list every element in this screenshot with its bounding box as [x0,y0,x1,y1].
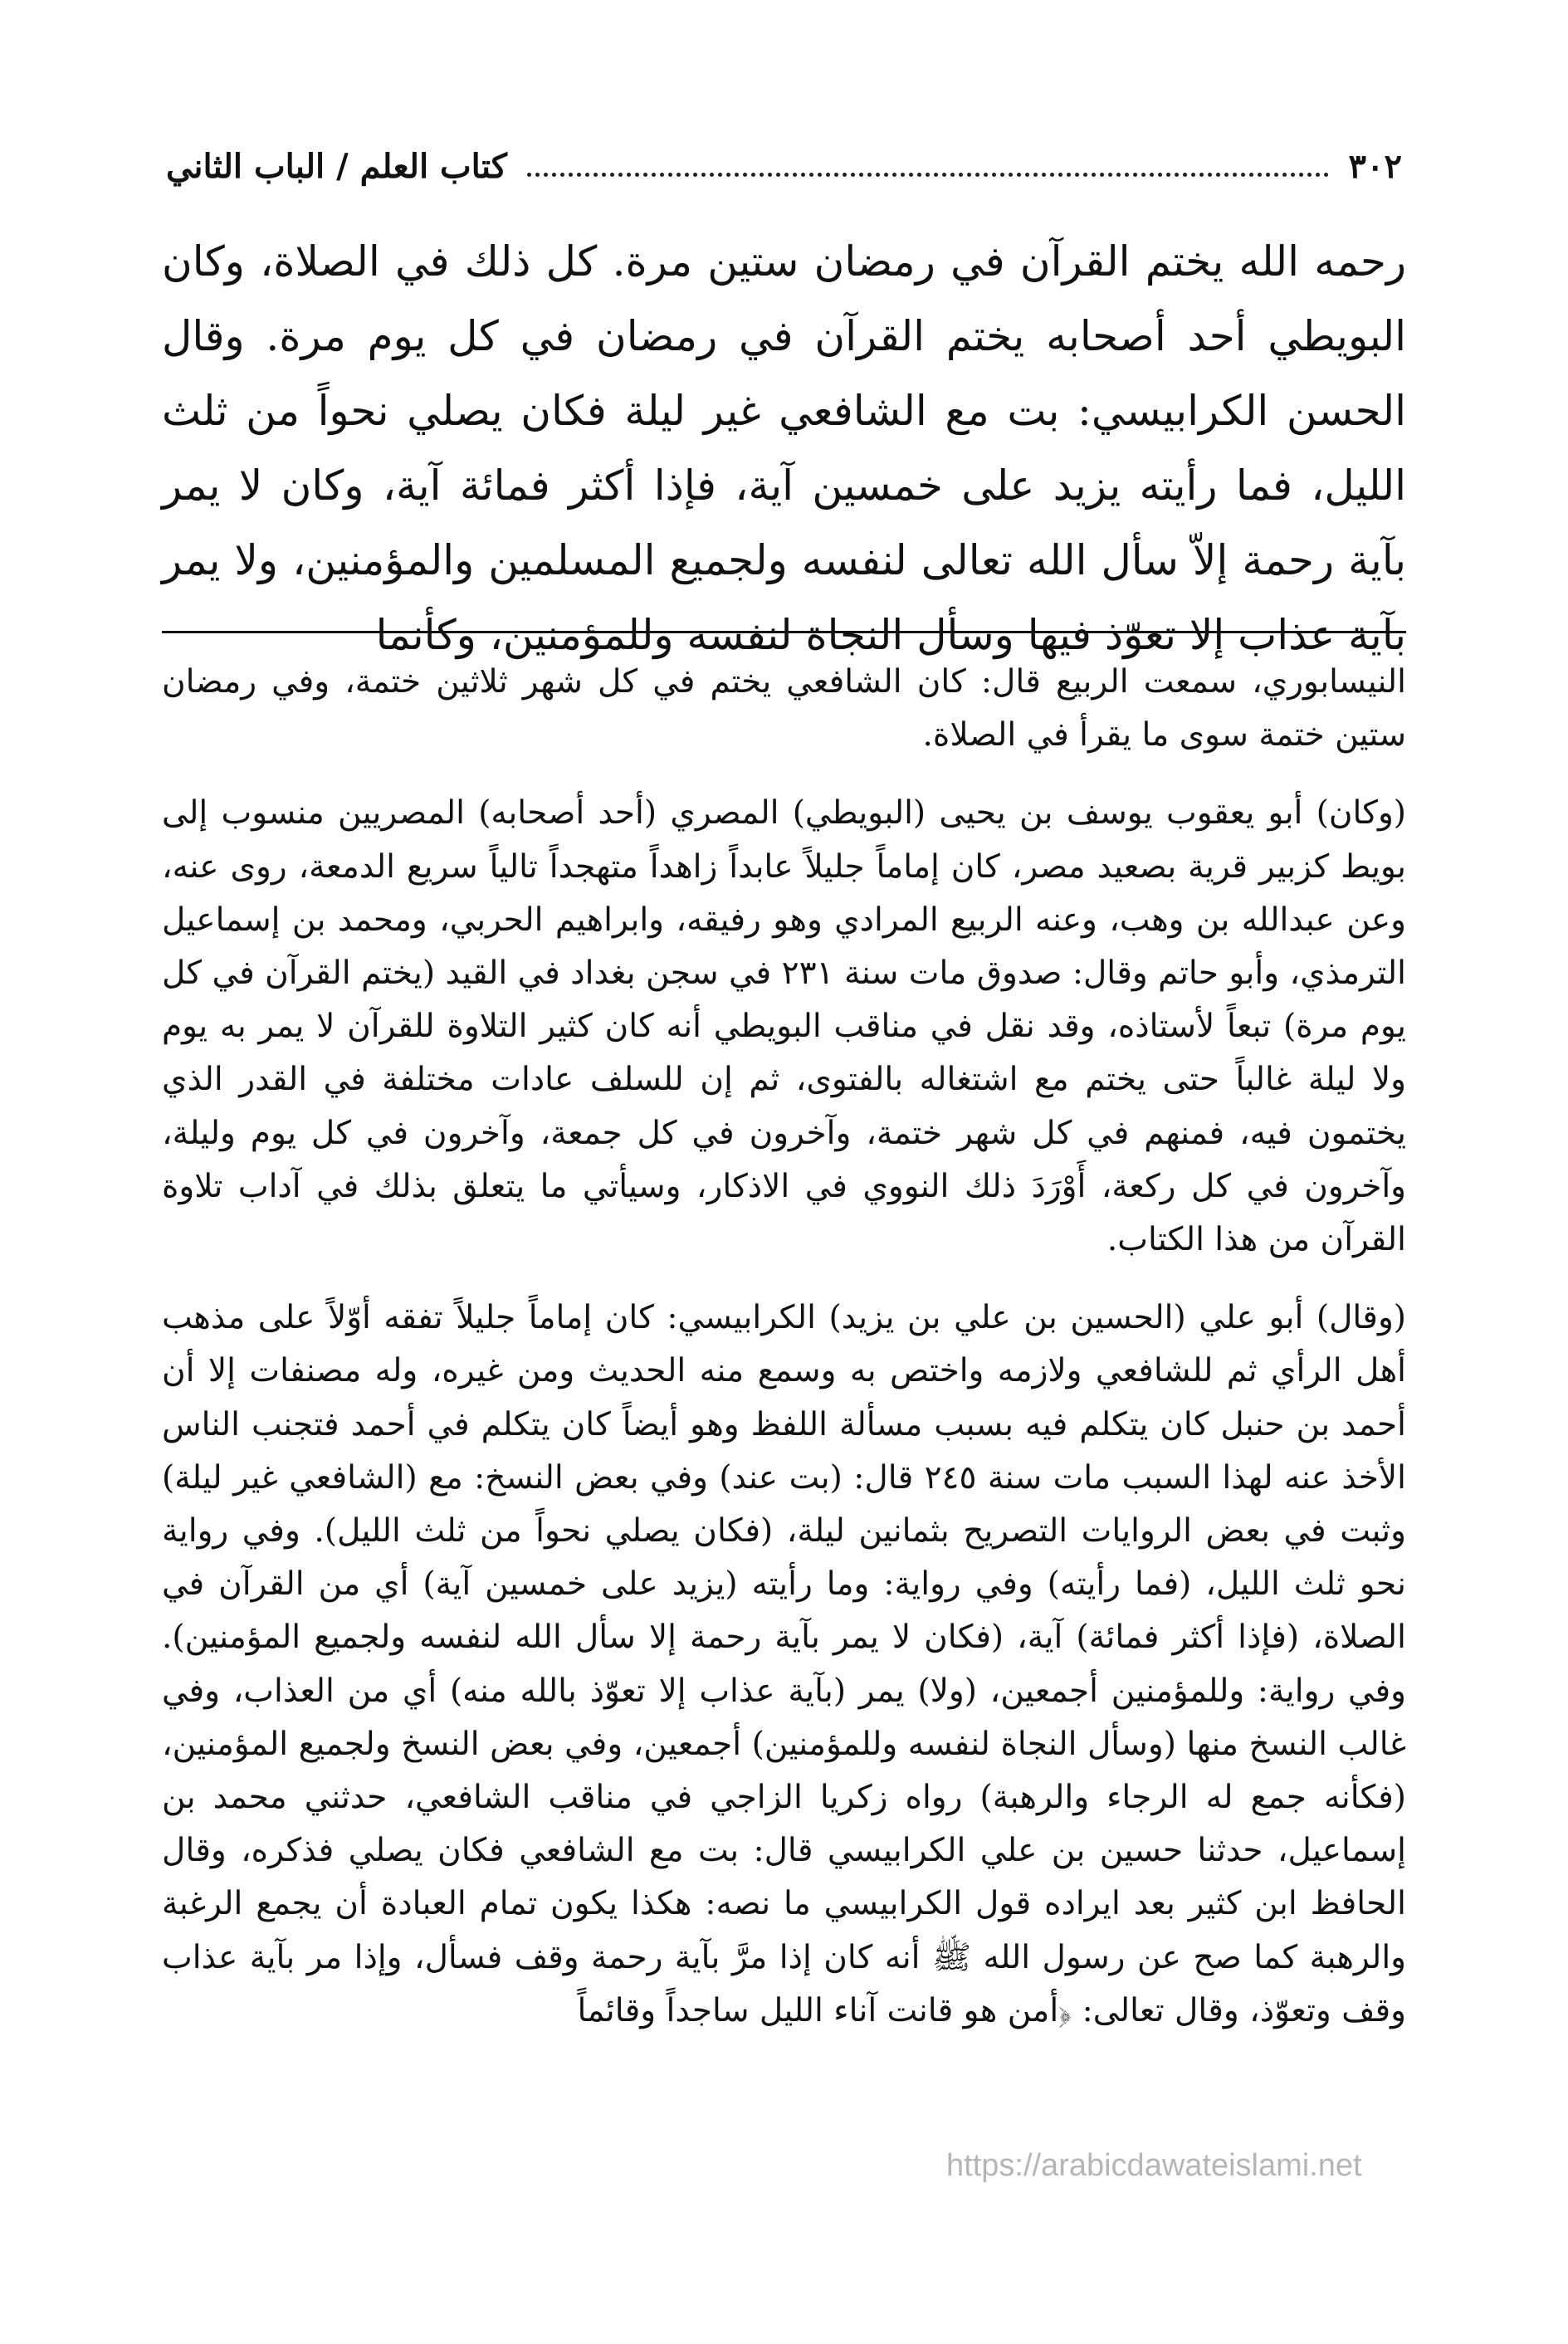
commentary-paragraph-3: (وقال) أبو علي (الحسين بن علي بن يزيد) الكرابيسي: كان إماماً جليلاً تفقه أوّلاً على مذهب أهل الرأي ثم للشافعي ولازمه واختص به وسمع منه الحديث ومن غيره، وله مصنفات إلا أن أحمد بن حنبل كان يتكلم فيه بسبب مسألة اللفظ وهو أيضاً كان يتكلم في أحمد فتجنب الناس الأخذ عنه لهذا السبب مات سنة ٢٤٥ قال: (بت عند) وفي بعض النسخ: مع (الشافعي غير ليلة) وثبت في بعض الروايات التصريح بثمانين ليلة، (فكان يصلي نحواً من ثلث الليل). وفي رواية نحو ثلث الليل، (فما رأيته) وفي رواية: وما رأيته (يزيد على خمسين آية) أي من القرآن في الصلاة، (فإذا أكثر فمائة) آية، (فكان لا يمر بآية رحمة إلا سأل الله لنفسه ولجميع المؤمنين). وفي رواية: وللمؤمنين أجمعين، (ولا) يمر (بآية عذاب إلا تعوّذ بالله منه) أي من العذاب، وفي غالب النسخ منها (وسأل النجاة لنفسه وللمؤمنين) أجمعين، وفي بعض النسخ ولجميع المؤمنين، (فكأنه جمع له الرجاء والرهبة) رواه زكريا الزاجي في مناقب الشافعي، حدثني محمد بن إسماعيل، حدثنا حسين بن علي الكرابيسي قال: بت مع الشافعي فكان يصلي فذكره، وقال الحافظ ابن كثير بعد ايراده قول الكرابيسي ما نصه: هكذا يكون تمام العبادة أن يجمع الرغبة والرهبة كما صح عن رسول الله ﷺ أنه كان إذا مرَّ بآية رحمة وقف فسأل، وإذا مر بآية عذاب وقف وتعوّذ، وقال تعالى: ﴿أمن هو قانت آناء الليل ساجداً وقائماً [162,1299,1407,2029]
page-header [166,133,1402,199]
running-title: كتاب العلم / الباب الثاني [166,146,507,186]
commentary-paragraph-1: النيسابوري، سمعت الربيع قال: كان الشافعي يختم في كل شهر ثلاثين ختمة، وفي رمضان ستين ختمة سوى ما يقرأ في الصلاة. [162,663,1406,754]
header-dotted-leader [527,173,1329,177]
watermark-url: https://arabicdawateislami.net [946,2148,1362,2183]
commentary [162,656,1406,2038]
commentary-paragraph-2: (وكان) أبو يعقوب يوسف بن يحيى (البويطي) المصري (أحد أصحابه) المصريين منسوب إلى بويط كزبير قرية بصعيد مصر، كان إماماً جليلاً عابداً زاهداً متهجداً تالياً سريع الدمعة، روى عنه، وعن عبدالله بن وهب، وعنه الربيع المرادي وهو رفيقه، وابراهيم الحربي، ومحمد بن إسماعيل الترمذي، وأبو حاتم وقال: صدوق مات سنة ٢٣١ في سجن بغداد في القيد (يختم القرآن في كل يوم مرة) تبعاً لأستاذه، وقد نقل في مناقب البويطي أنه كان كثير التلاوة للقرآن لا يمر به يوم ولا ليلة غالباً حتى يختم مع اشتغاله بالفتوى، ثم إن للسلف عادات مختلفة في القدر الذي يختمون فيه، فمنهم في كل شهر ختمة، وآخرون في كل جمعة، وآخرون في كل يوم وليلة، وآخرون في كل ركعة، أَوْرَدَ ذلك النووي في الاذكار، وسيأتي ما يتعلق بذلك في آداب تلاوة القرآن من هذا الكتاب. [162,794,1406,1259]
main-text [162,224,1406,672]
page-number: ٣٠٢ [1348,146,1402,186]
footnote-divider [162,631,1406,633]
main-paragraph: رحمه الله يختم القرآن في رمضان ستين مرة. كل ذلك في الصلاة، وكان البويطي أحد أصحابه يختم القرآن في رمضان في كل يوم مرة. وقال الحسن الكرابيسي: بت مع الشافعي غير ليلة فكان يصلي نحواً من ثلث الليل، فما رأيته يزيد على خمسين آية، فإذا أكثر فمائة آية، وكان لا يمر بآية رحمة إلاّ سأل الله تعالى لنفسه ولجميع المسلمين والمؤمنين، ولا يمر بآية عذاب إلا تعوّذ فيها وسأل النجاة لنفسه وللمؤمنين، وكأنما [162,237,1406,659]
